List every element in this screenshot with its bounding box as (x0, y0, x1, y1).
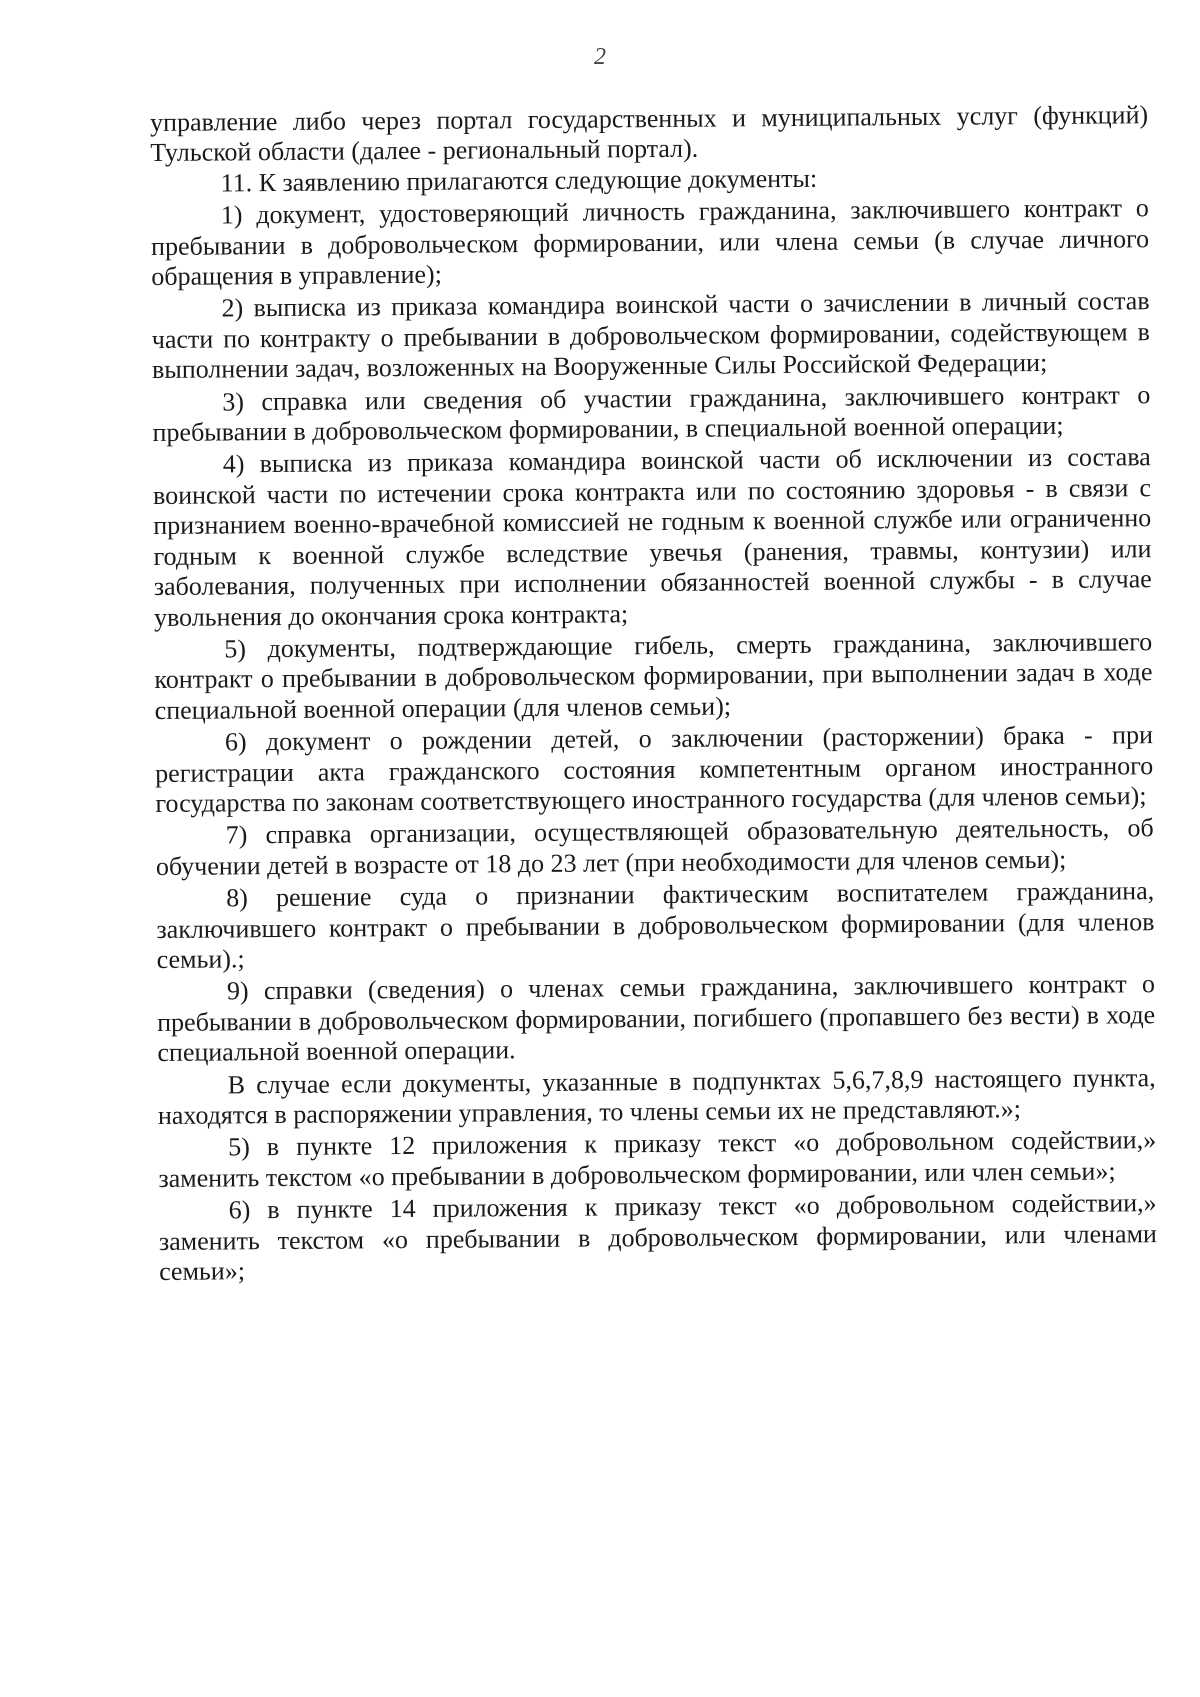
amendment-item-5: 5) в пункте 12 приложения к приказу текст «о добровольном содействии,» заменить текстом «о пребывании в добровольческом формировании, или член семьи»; (158, 1125, 1157, 1193)
list-item-1: 1) документ, удостоверяющий личность гражданина, заключившего контракт о пребывании в добровольческом формировании, или члена семьи (в случае личного обращения в управление); (150, 193, 1150, 292)
list-item-9: 9) справки (сведения) о членах семьи гражданина, заключившего контракт о пребывании в добровольческом формировании, погибшего (пропавшего без вести) в ходе специальной военной операции. (157, 969, 1156, 1068)
list-item-6: 6) документ о рождении детей, о заключении (расторжении) брака - при регистрации акта гражданского состояния компетентным органом иностранного государства по законам соответствующего иностранного государства (для членов семьи); (155, 720, 1154, 818)
paragraph-continuation: управление либо через портал государственных и муниципальных услуг (функций) Тульской области (далее - региональный портал). (150, 100, 1149, 168)
list-item-3: 3) справка или сведения об участии гражданина, заключившего контракт о пребывании в добровольческом формировании, в специальной военной операции; (152, 379, 1151, 448)
paragraph-note: В случае если документы, указанные в подпунктах 5,6,7,8,9 настоящего пункта, находятся в распоряжении управления, то члены семьи их не представляют.»; (157, 1062, 1156, 1130)
page-number: 2 (594, 44, 606, 70)
list-item-8: 8) решение суда о признании фактическим воспитателем гражданина, заключившего контракт о пребывании в добровольческом формировании (для членов семьи).; (156, 876, 1155, 974)
list-item-5: 5) документы, подтверждающие гибель, смерть гражданина, заключившего контракт о пребывании в добровольческом формировании, при выполнении задач в ходе специальной военной операции (для членов семьи); (154, 627, 1153, 725)
list-item-7: 7) справка организации, осуществляющей образовательную деятельность, об обучении детей в возрасте от 18 до 23 лет (при необходимости для членов семьи); (155, 813, 1154, 881)
list-item-4: 4) выписка из приказа командира воинской части об исключении из состава воинской части по истечении срока контракта или по состоянию здоровья - в связи с признанием военно-врачебной комиссией не годным к военной службе или ограниченно годным к военной службе вследствие увечья (ранения, травмы, контузии) или заболевания, полученных при исполнении обязанностей военной службы - в случае увольнения до окончания срока контракта; (152, 442, 1152, 632)
paragraph-clause-11: 11. К заявлению прилагаются следующие документы: (220, 163, 818, 198)
amendment-item-6: 6) в пункте 14 приложения к приказу текст «о добровольном содействии,» заменить текстом «о пребывании в добровольческом формировании, или членами семьи»; (158, 1188, 1157, 1286)
document-body (150, 100, 1157, 1287)
list-item-2: 2) выписка из приказа командира воинской части о зачислении в личный состав части по контракту о пребывании в добровольческом формировании, содействующем в выполнении задач, возложенных на Вооруженные Силы Российской Федерации; (151, 286, 1150, 385)
